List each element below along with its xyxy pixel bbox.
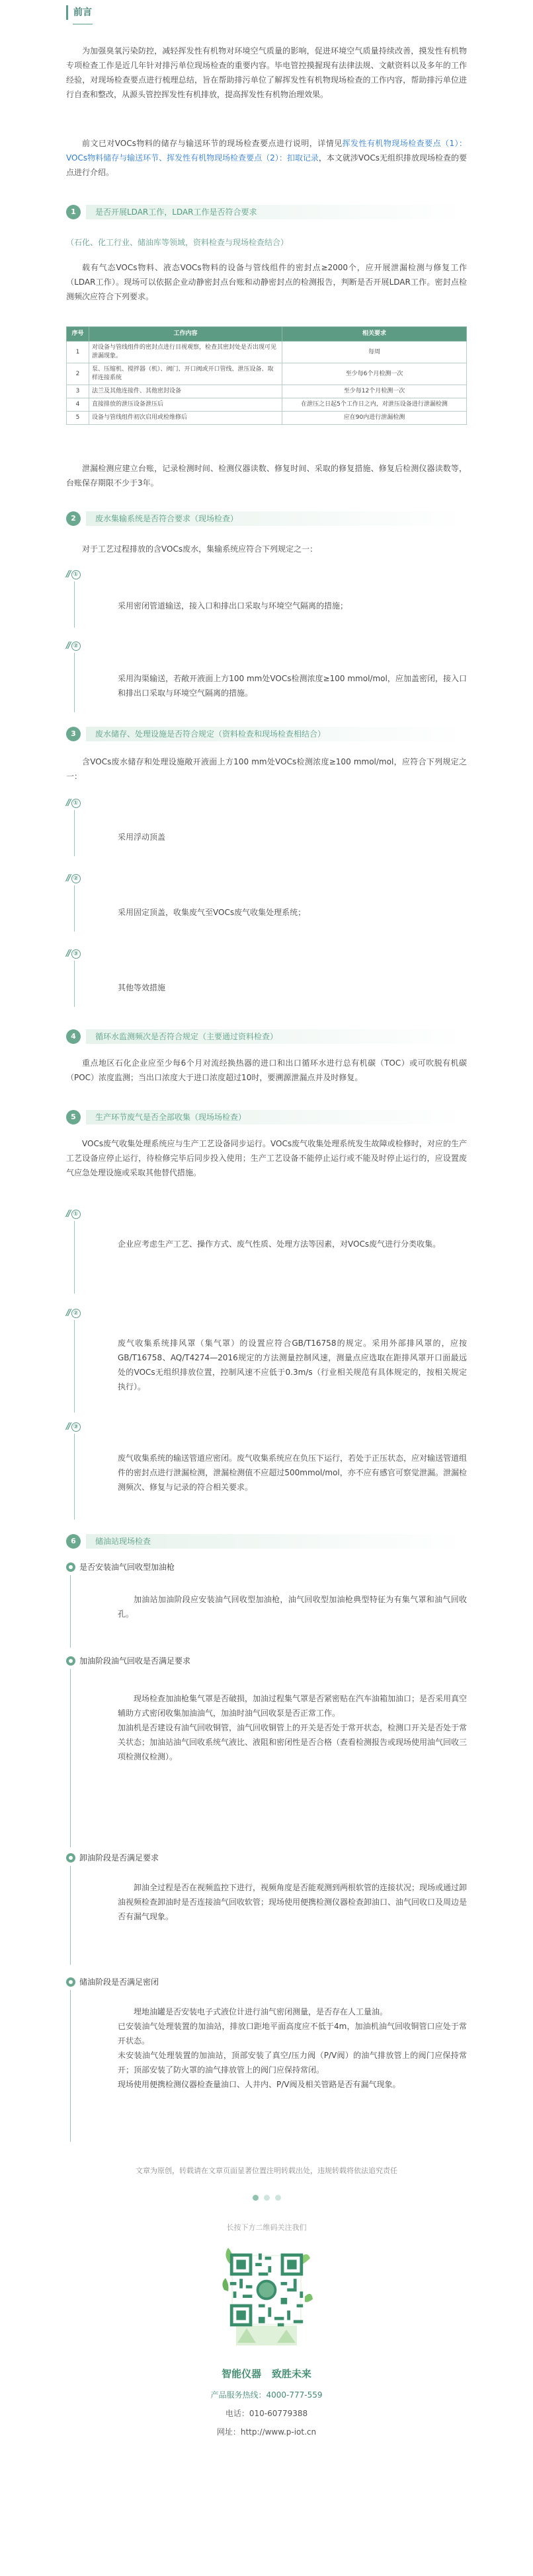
section-4-header	[66, 1027, 467, 1047]
item-marker: // ①	[66, 795, 81, 811]
item-number: ①	[71, 570, 81, 579]
item-marker: // ③	[66, 1419, 81, 1435]
preface-related-link[interactable]: 挥发性有机物现场检查要点（1）：VOCs物料储存与输送环节、挥发性有机物现场检查要点（2）：扣取记录	[66, 139, 468, 163]
item-rule	[74, 1221, 75, 1294]
item-number: ②	[71, 874, 81, 883]
table-cell: 泵、压缩机、搅拌器（机）、阀门、开口阀或开口管线、泄压设备、取样连接系统	[89, 363, 282, 385]
section-5-title: 生产环节废气是否全部收集（现场场检查）	[86, 1110, 467, 1124]
item-rule	[74, 581, 75, 628]
section-5-paragraph: VOCs废气收集处理系统应与生产工艺设备同步运行。VOCs废气收集处理系统发生故障或检修时，对应的生产工艺设备应停止运行，待检修完毕后同步投入使用；生产工艺设备不能停止运行或不能及时停止运行的，应设置废气应急处理设施或采取其他替代措施。	[66, 1139, 467, 1177]
table-cell: 4	[67, 398, 89, 412]
item-number: ③	[71, 949, 81, 959]
subsection-title: 是否安装油气回收型加油枪	[79, 1563, 175, 1572]
slogan-part-2: 致胜未来	[271, 2368, 311, 2380]
item-marker: // ②	[66, 871, 81, 887]
section-2-header	[66, 509, 467, 529]
section-6-number: 6	[66, 1534, 81, 1549]
table-cell: 设备与管线组件初次启用或检维修后	[89, 412, 282, 425]
pager-dot	[253, 2195, 259, 2201]
item-text: 采用密闭管道输送，接入口和排出口采取与环境空气隔离的措施；	[118, 601, 348, 610]
item-text: 采用浮动顶盖	[118, 832, 166, 842]
item-marker: // ②	[66, 638, 81, 654]
section-1-number: 1	[66, 205, 81, 219]
item-text: 其他等效措施	[118, 983, 166, 992]
pager-dots	[0, 2191, 533, 2205]
item-number: ①	[71, 799, 81, 808]
item-number: ③	[71, 1422, 81, 1432]
table-header: 序号	[67, 327, 89, 342]
subsection-body: 卸油全过程是否在视频监控下进行，视频角度是否能观测到两根软管的连接状况；现场或通过卸油视频检查卸油时是否连接油气回收软管；现场使用便携检测仪器检查卸油口、油气回收口及周边是否有漏气现象。	[118, 1883, 468, 1921]
section-3-paragraph: 含VOCs废水储存和处理设施敞开液面上方100 mm处VOCs检测浓度≥100 mmol/mol，应符合下列规定之一：	[66, 757, 467, 781]
subsection-body: 埋地油罐是否安装电子式液位计进行油气密闭测量，是否存在人工量油。 已安装油气处理装置的加油站，排放口距地平面高度应不低于4m，加油机油气回收铜管口应处于常开状态。 未安装油气处理装置的加油站，顶部安装了真空/压力阀（P/V阀）的油气排放管上的阀门应保持常开；顶部安装了防火罩的油气排放管上的阀门应保持常闭。 现场使用便携检测仪器检查量油口、人井内、P/V阀及相关管路是否有漏气现象。	[118, 2007, 467, 2089]
item-marker: // ①	[66, 1206, 81, 1222]
item-number: ①	[71, 1210, 81, 1219]
section-2-title: 废水集输系统是否符合要求（现场检查）	[86, 511, 467, 526]
section-2-paragraph: 对于工艺过程排放的含VOCs废水，集输系统应符合下列规定之一：	[82, 544, 318, 554]
qr-code-icon[interactable]	[227, 2250, 306, 2330]
section-1-paragraph-2: 泄漏检测应建立台账，记录检测时间、检测仪器读数、修复时间、采取的修复措施、修复后检测仪器读数等，台账保存期限不少于3年。	[66, 464, 467, 488]
section-1-header	[66, 202, 467, 222]
preface-p2-tail: ，本文就涉VOCs无组织排放现场检查的要点进行介绍。	[66, 153, 468, 177]
brand-slogan	[0, 2365, 533, 2384]
table-row	[67, 363, 467, 385]
table-cell: 每周	[282, 342, 467, 363]
subsection-title: 储油阶段是否满足密闭	[79, 1977, 159, 1987]
subsection-title: 卸油阶段是否满足要求	[79, 1853, 159, 1862]
item-rule	[74, 1320, 75, 1413]
table-row	[67, 342, 467, 363]
item-rule	[74, 1434, 75, 1520]
table-cell: 对设备与管线组件的密封点进行目视观察，检查其密封处是否出现可见泄漏现象。	[89, 342, 282, 363]
item-rule	[74, 810, 75, 856]
subsection-rule	[70, 1575, 71, 1648]
section-1-title: 是否开展LDAR工作，LDAR工作是否符合要求	[86, 205, 467, 219]
table-header-row	[67, 327, 467, 342]
qr-tip: 长按下方二维码关注我们	[226, 2223, 307, 2232]
preface-heading	[66, 5, 92, 20]
section-3-title: 废水储存、处理设施是否符合规定（资料检查和现场检查相结合）	[86, 727, 467, 741]
section-6-title: 储油站现场检查	[86, 1534, 467, 1549]
section-3-number: 3	[66, 727, 81, 741]
item-text: 采用固定顶盖，收集废气至VOCs废气收集处理系统；	[118, 908, 306, 917]
table-header: 工作内容	[89, 327, 282, 342]
slogan-part-1: 智能仪器	[222, 2368, 262, 2380]
item-number: ②	[71, 1309, 81, 1318]
table-row	[67, 385, 467, 398]
section-4-paragraph: 重点地区石化企业应至少每6个月对流经换热器的进口和出口循环水进行总有机碳（TOC）或可吹脱有机碳（POC）浓度监测；当出口浓度大于进口浓度超过10时，要溯源泄漏点并及时修复。	[66, 1058, 467, 1082]
item-text: 废气收集系统排风罩（集气罩）的设置应符合GB/T16758的规定。采用外部排风罩的，应按GB/T16758、AQ/T4274—2016规定的方法测量控制风速，测量点应选取在距排风罩开口面最远处的VOCs无组织排放位置，控制风速不应低于0.3m/s（行业相关规范有具体规定的，按相关规定执行）。	[118, 1339, 467, 1391]
section-5-number: 5	[66, 1110, 81, 1124]
subsection-rule	[70, 1669, 71, 1847]
item-rule	[74, 885, 75, 932]
subsection-bullet-icon	[66, 1656, 75, 1666]
table-cell: 3	[67, 385, 89, 398]
copyright-note: 文章为原创，转载请在文章页面显著位置注明转载出处，违规转载将依法追究责任	[136, 2166, 397, 2175]
item-rule	[74, 653, 75, 712]
table-cell: 应在90内进行泄漏检测	[282, 412, 467, 425]
section-6-header	[66, 1531, 467, 1551]
subsection-rule	[70, 1990, 71, 2142]
table-row	[67, 398, 467, 412]
ldar-frequency-table	[66, 326, 467, 425]
subsection-body: 现场检查加油枪集气罩是否破损，加油过程集气罩是否紧密贴在汽车油箱加油口；是否采用真空辅助方式密闭收集加油油气，加油时油气回收泵是否正常工作。 加油机是否建设有油气回收铜管，油气回收铜管上的开关是否处于常开状态，检测口开关是否处于常关状态；加油站油气回收系统气液比、液阻和密闭性是否合格（查看检测报告或现场使用油气回收三项检测仪检测）。	[118, 1694, 468, 1761]
section-3-header	[66, 724, 467, 744]
subsection-title: 加油阶段油气回收是否满足要求	[79, 1656, 191, 1666]
item-marker: // ③	[66, 946, 81, 962]
section-4-number: 4	[66, 1029, 81, 1044]
item-marker: // ②	[66, 1306, 81, 1321]
section-1-paragraph-1: 载有气态VOCs物料、液态VOCs物料的设备与管线组件的密封点≥2000个，应开展泄漏检测与修复工作（LDAR工作）。现场可以依据企业动静密封点台账和动静密封点的检测报告，判断是否开展LDAR工作。密封点检测频次应符合下列要求。	[66, 263, 467, 301]
section-1-subtitle: （石化、化工行业、储油库等领域，资料检查与现场检查结合）	[66, 238, 289, 247]
service-hotline	[0, 2388, 533, 2402]
section-2-number: 2	[66, 511, 81, 526]
preface-p2-text: 前文已对VOCs物料的储存与输送环节的现场检查要点进行说明，详情见	[82, 139, 343, 148]
subsection-body: 加油站加油阶段应安装油气回收型加油枪，油气回收型加油枪典型特征为有集气罩和油气回收孔。	[118, 1595, 467, 1619]
table-cell: 至少每12个月检测一次	[282, 385, 467, 398]
table-cell: 至少每6个月检测一次	[282, 363, 467, 385]
subsection-rule	[70, 1866, 71, 1965]
item-marker: // ①	[66, 567, 81, 583]
hotline-number[interactable]: 4000-777-559	[266, 2390, 323, 2400]
item-text: 采用沟渠输送，若敞开液面上方100 mm处VOCs检测浓度≥100 mmol/mol，应加盖密闭，接入口和排出口采取与环境空气隔离的措施。	[118, 674, 467, 698]
table-row	[67, 412, 467, 425]
table-cell: 法兰及其他连接件、其他密封设备	[89, 385, 282, 398]
subsection-bullet-icon	[66, 1977, 75, 1987]
table-cell: 在泄压之日起5个工作日之内，对泄压设备进行泄漏检测	[282, 398, 467, 412]
item-text: 企业应考虑生产工艺、操作方式、废气性质、处理方法等因素，对VOCs废气进行分类收集。	[118, 1239, 441, 1249]
table-cell: 直接排放的泄压设备泄压后	[89, 398, 282, 412]
website[interactable]: 网址：http://www.p-iot.cn	[216, 2427, 317, 2437]
table-cell: 2	[67, 363, 89, 385]
subsection-bullet-icon	[66, 1853, 75, 1862]
section-5-header	[66, 1107, 467, 1127]
subsection-bullet-icon	[66, 1563, 75, 1572]
table-cell: 1	[67, 342, 89, 363]
table-header: 相关要求	[282, 327, 467, 342]
preface-title: 前言	[73, 7, 92, 18]
preface-paragraph-1: 为加强臭氧污染防控，减轻挥发性有机物对环境空气质量的影响，促进环境空气质量持续改善，摸发性有机物专项检查工作是近几年针对排污单位现场检查的重要内容。毕电管控摸握现有法律法规、文献资料以及多年的工作经验，对现场检查要点进行梳理总结，旨在帮助排污单位了解挥发性有机物现场检查的工作内容，帮助排污单位进行自查和整改，从源头管控挥发性有机排放，提高挥发性有机物治理效果。	[66, 46, 467, 99]
item-number: ②	[71, 642, 81, 651]
table-cell: 5	[67, 412, 89, 425]
pager-dot	[264, 2195, 270, 2201]
section-4-title: 循环水监测频次是否符合规定（主要通过资料检查）	[86, 1029, 467, 1044]
hotline-label: 产品服务热线：	[210, 2390, 266, 2400]
pager-dot	[275, 2195, 281, 2201]
item-rule	[74, 961, 75, 1007]
preface-paragraph-2	[66, 136, 467, 180]
item-text: 废气收集系统的输送管道应密闭。废气收集系统应在负压下运行，若处于正压状态，应对输送管道组件的密封点进行泄漏检测，泄漏检测值不应超过500mmol/mol，亦不应有感官可察觉泄漏。泄漏检测频次、修复与记录的符合相关要求。	[118, 1454, 468, 1492]
phone: 电话：010-60779388	[225, 2409, 308, 2418]
